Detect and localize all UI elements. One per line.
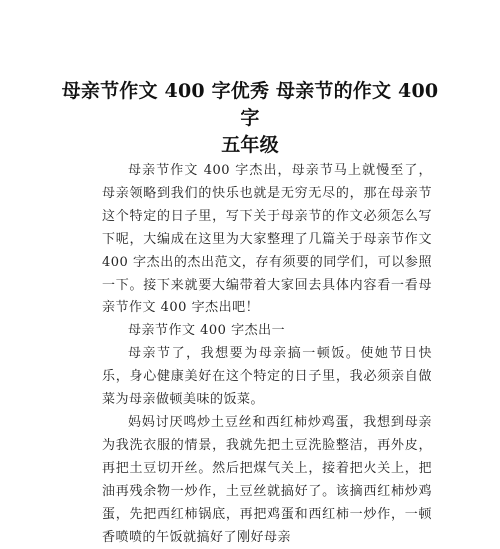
document-title xyxy=(60,78,440,159)
intro-paragraph: 母亲节作文 400 字杰出，母亲节马上就慢至了，母亲领略到我们的快乐也就是无穷无尽的，那在母亲节这个特定的日子里，写下关于母亲节的作文必须怎么写下呢，大编成在这里为大家整理了几篇关于母亲节作文 400 字杰出的杰出范文，存有须要的同学们，可以参照一下。接下来就要大编带着大家回去具体内容看一看母亲节作文 400 字杰出吧！ xyxy=(102,163,432,316)
body-paragraph-1: 母亲节了，我想要为母亲搞一顿饭。使她节日快乐，身心健康美好在这个特定的日子里，我必须亲自做菜为母亲做顿美味的饭菜。 xyxy=(102,346,432,408)
title-line-2: 五年级 xyxy=(221,134,279,156)
body-paragraph-2: 妈妈讨厌鸣炒土豆丝和西红柿炒鸡蛋，我想到母亲为我洗衣服的情景，我就先把土豆洗脸整洁，再外皮，再把土豆切开丝。然后把煤气关上，接着把火关上，把油再残余物一炒作，土豆丝就搞好了。该摘西红柿炒鸡蛋，先把西红柿锅底，再把鸡蛋和西红柿一炒作，一顿香喷喷的午饭就搞好了刚好母亲 xyxy=(102,414,432,545)
section-heading: 母亲节作文 400 字杰出一 xyxy=(128,323,286,339)
title-line-1: 母亲节作文 400 字优秀 母亲节的作文 400 字 xyxy=(61,80,439,129)
document-body xyxy=(102,160,432,549)
